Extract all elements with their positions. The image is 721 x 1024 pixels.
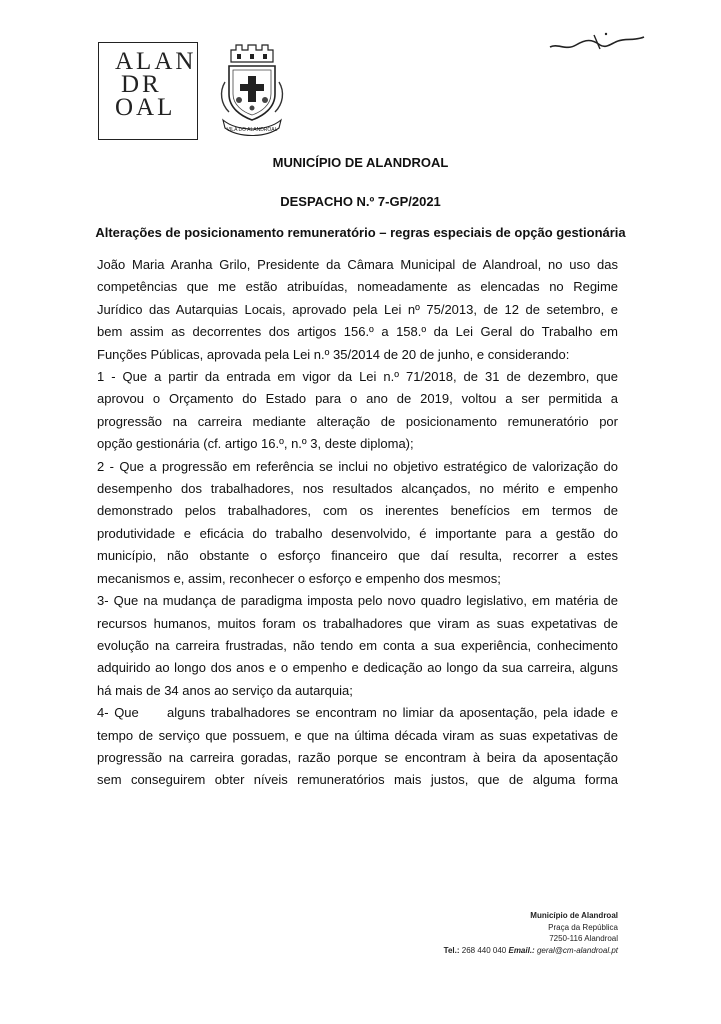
text-line: recursos humanos, muitos foram os trabalhadores que viram as suas expetativas de <box>97 615 618 631</box>
text-line: mecanismos e, assim, reconhecer o esforço e empenho dos mesmos; <box>97 570 501 586</box>
text-line: município, não obstante o esforço financeiro que daí resulta, recorrer a estes <box>97 548 618 564</box>
document-subject: Alterações de posicionamento remuneratório – regras especiais de opção gestionária <box>95 225 626 240</box>
footer-name: Município de Alandroal <box>530 911 618 920</box>
text-line: sem conseguirem obter níveis remuneratórios mais justos, que de alguma forma <box>97 772 618 788</box>
footer-email: geral@cm-alandroal.pt <box>536 945 618 955</box>
logo-line-3: OAL <box>115 94 176 121</box>
crest-ribbon-text: VILA DO ALANDROAL <box>226 127 278 133</box>
coat-of-arms-icon <box>217 42 287 138</box>
footer-email-label: Email.: <box>508 945 535 955</box>
footer-tel: 268 440 040 <box>461 945 507 955</box>
text-line: 1 - Que a partir da entrada em vigor da Lei n.º 71/2018, de 31 de dezembro, que <box>97 369 618 385</box>
text-line: adquirido ao longo dos anos e o empenho e dedicação ao longo da sua carreira, alguns <box>97 660 618 676</box>
text-line: 2 - Que a progressão em referência se inclui no objetivo estratégico de valorização do <box>97 458 618 474</box>
text-line: há mais de 34 anos ao serviço da autarquia; <box>97 682 353 698</box>
handwritten-signature <box>548 25 648 65</box>
text-line: aprovou o Orçamento do Estado para o ano de 2019, voltou a ser permitida a <box>97 391 618 407</box>
text-line: produtividade e eficácia do trabalho desenvolvido, é importante para a gestão do <box>97 525 618 541</box>
text-line: bem assim as decorrentes dos artigos 156.º a 158.º da Lei Geral do Trabalho em <box>97 324 618 340</box>
text-line: João Maria Aranha Grilo, Presidente da Câmara Municipal de Alandroal, no uso das <box>97 257 618 272</box>
municipality-logo <box>98 42 198 140</box>
footer-postal: 7250-116 Alandroal <box>549 934 618 943</box>
logo-line-1: ALAN <box>115 48 197 75</box>
footer-address <box>444 910 618 956</box>
footer-tel-label: Tel.: <box>443 945 460 955</box>
text-line: Funções Públicas, aprovada pela Lei n.º 35/2014 de 20 de junho, e considerando: <box>97 346 570 362</box>
text-line: tempo de serviço que possuem, e que na última década viram as suas expetativas de <box>97 727 618 743</box>
text-line: 3- Que na mudança de paradigma imposta pelo novo quadro legislativo, em matéria de <box>97 593 618 609</box>
logo-line-2: DR <box>121 71 162 98</box>
footer-contacts <box>444 945 618 957</box>
footer-street: Praça da República <box>548 922 618 932</box>
text-line: desempenho dos trabalhadores, nos resultados alcançados, no mérito e empenho <box>97 481 618 497</box>
text-line: competências que me estão atribuídas, nomeadamente as elencadas no Regime <box>97 279 618 295</box>
despacho-number: DESPACHO N.º 7-GP/2021 <box>280 194 441 209</box>
text-line: progressão na carreira mediante alteração de posicionamento remuneratório por <box>97 413 618 429</box>
text-line: demonstrado pelos trabalhadores, com os inerentes benefícios em termos de <box>97 503 618 519</box>
organization-title: MUNICÍPIO DE ALANDROAL <box>272 155 449 170</box>
text-line: evolução na carreira frustradas, não tendo em conta a sua experiência, conhecimento <box>97 637 618 653</box>
document-body <box>97 254 618 792</box>
text-line: progressão na carreira goradas, razão porque se encontram à beira da aposentação <box>97 749 618 765</box>
text-line: 4- Que alguns trabalhadores se encontram no limiar da aposentação, pela idade e <box>97 705 618 721</box>
text-line: Jurídico das Autarquias Locais, aprovado pela Lei nº 75/2013, de 12 de setembro, e <box>97 301 618 317</box>
text-line: opção gestionária (cf. artigo 16.º, n.º 3, deste diploma); <box>97 436 414 452</box>
